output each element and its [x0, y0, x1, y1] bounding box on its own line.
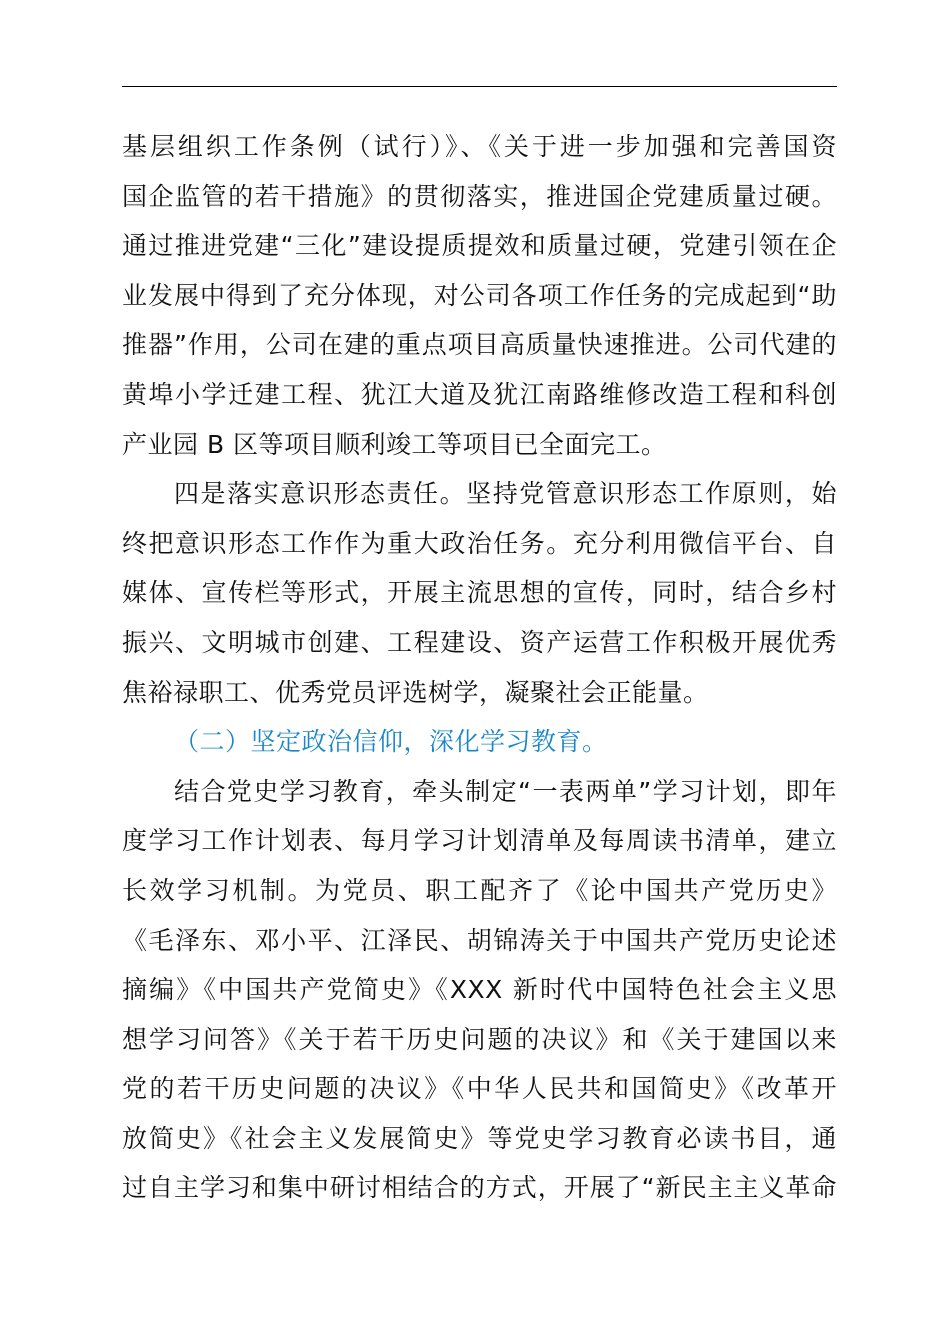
paragraph-start-line: 四是落实意识形态责任。坚持党管意识形态工作原则，始 — [174, 479, 837, 509]
text-line: 度学习工作计划表、每月学习计划清单及每周读书清单，建立 — [122, 826, 837, 856]
section-heading: （二）坚定政治信仰，深化学习教育。 — [174, 727, 608, 757]
text-line: 业发展中得到了充分体现，对公司各项工作任务的完成起到“助 — [122, 280, 837, 310]
text-line: 过自主学习和集中研讨相结合的方式，开展了“新民主主义革命 — [122, 1173, 837, 1203]
text-line: 焦裕禄职工、优秀党员评选树学，凝聚社会正能量。 — [122, 677, 709, 707]
text-line: 基层组织工作条例（试行）》、《关于进一步加强和完善国资 — [122, 132, 837, 161]
header-rule — [122, 86, 837, 87]
text-line: 产业园 B 区等项目顺利竣工等项目已全面完工。 — [122, 429, 667, 459]
text-line: 振兴、文明城市创建、工程建设、资产运营工作积极开展优秀 — [122, 627, 837, 657]
document-body — [122, 122, 837, 1213]
text-line: 长效学习机制。为党员、职工配齐了《论中国共产党历史》 — [122, 875, 837, 905]
paragraph-start-line: 结合党史学习教育，牵头制定“一表两单”学习计划，即年 — [174, 776, 837, 806]
text-line: 通过推进党建“三化”建设提质提效和质量过硬，党建引领在企 — [122, 231, 837, 261]
text-line: 国企监管的若干措施》的贯彻落实，推进国企党建质量过硬。 — [122, 181, 837, 211]
text-line: 终把意识形态工作作为重大政治任务。充分利用微信平台、自 — [122, 528, 837, 558]
text-line: 摘编》《中国共产党简史》《XXX 新时代中国特色社会主义思 — [122, 975, 837, 1005]
text-line: 党的若干历史问题的决议》《中华人民共和国简史》《改革开 — [122, 1074, 837, 1104]
text-line: 放简史》《社会主义发展简史》等党史学习教育必读书目，通 — [122, 1123, 837, 1153]
text-line: 推器”作用，公司在建的重点项目高质量快速推进。公司代建的 — [122, 330, 837, 360]
text-line: 想学习问答》《关于若干历史问题的决议》和《关于建国以来 — [122, 1024, 837, 1054]
text-line: 黄埠小学迁建工程、犹江大道及犹江南路维修改造工程和科创 — [122, 379, 837, 409]
text-line: 媒体、宣传栏等形式，开展主流思想的宣传，同时，结合乡村 — [122, 578, 837, 608]
text-line: 《毛泽东、邓小平、江泽民、胡锦涛关于中国共产党历史论述 — [122, 925, 837, 955]
